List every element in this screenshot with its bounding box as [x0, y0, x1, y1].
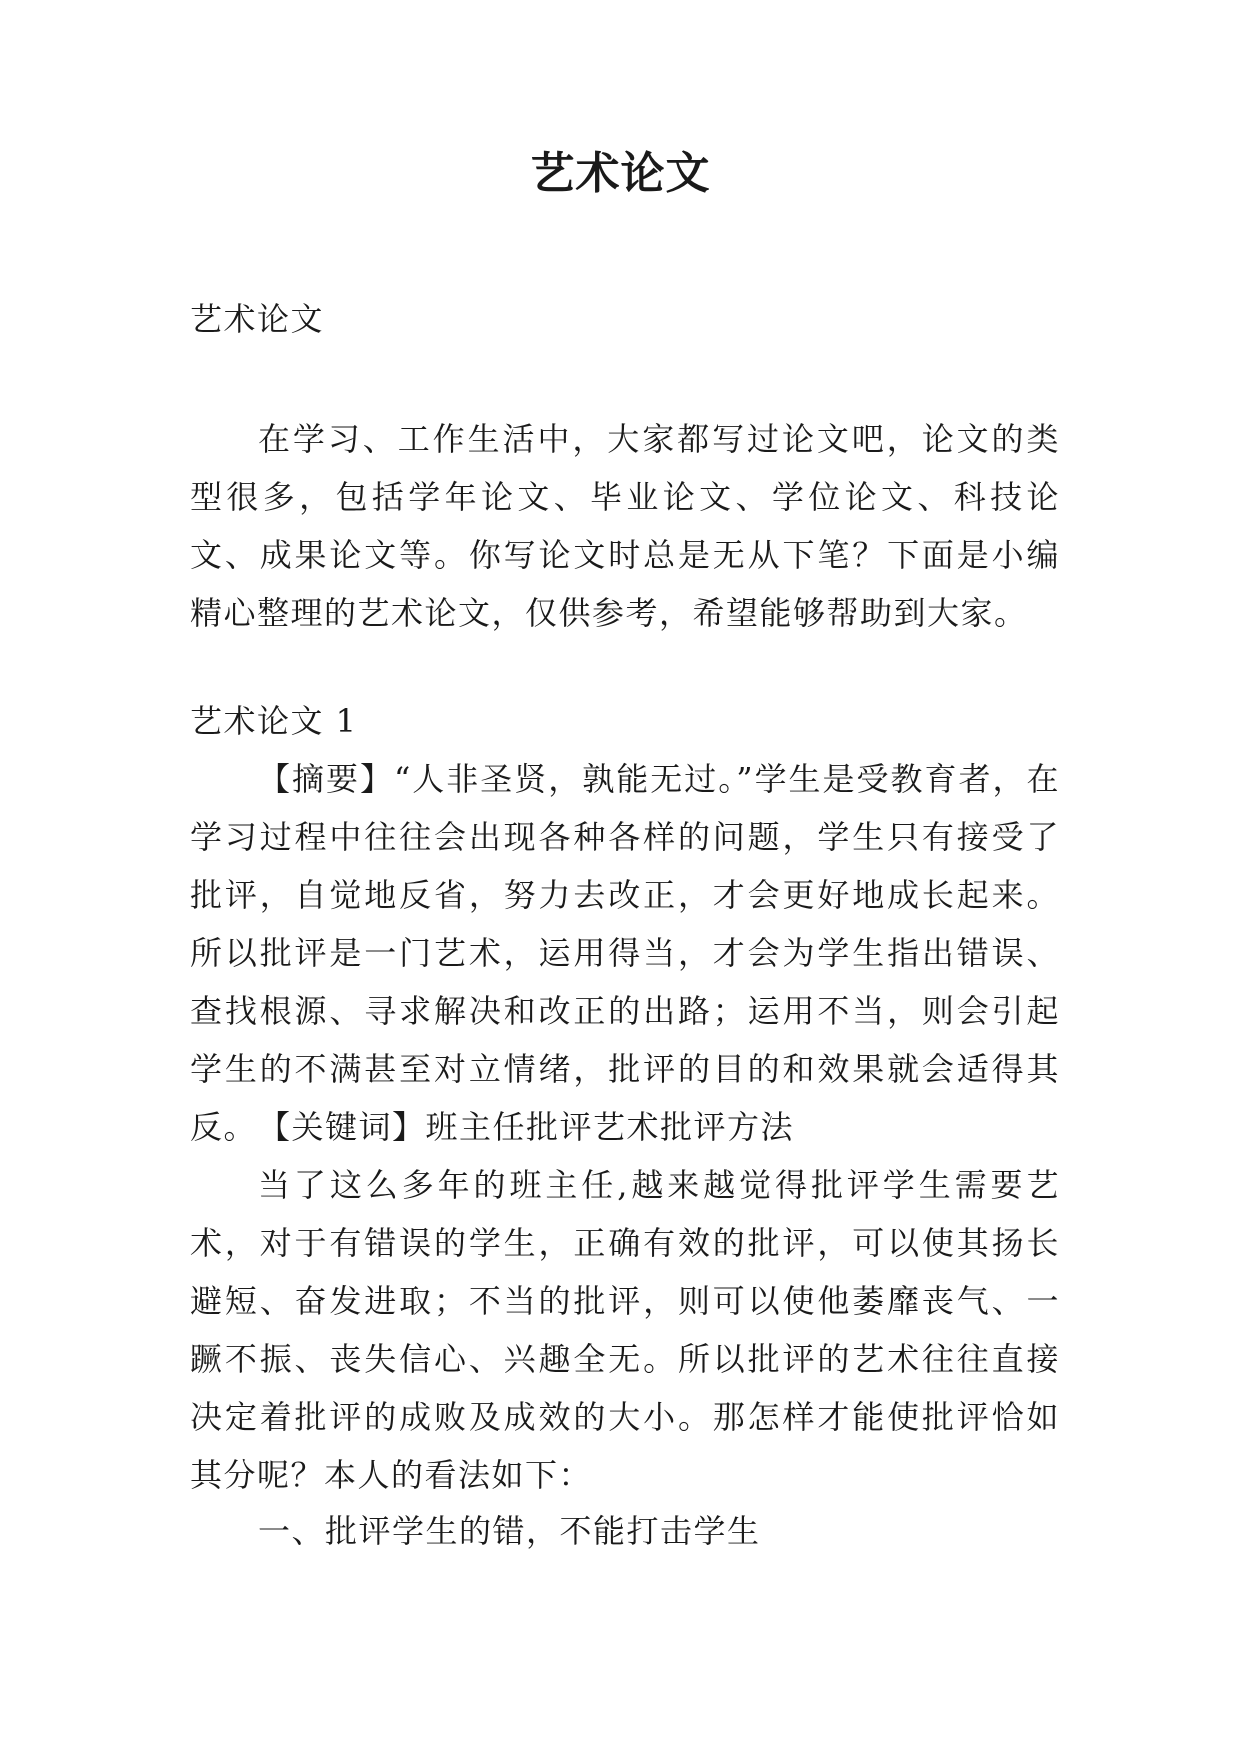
- abstract-paragraph: 【摘要】“人非圣贤，孰能无过。”学生是受教育者，在学习过程中往往会出现各种各样的问题，学生只有接受了批评，自觉地反省，努力去改正，才会更好地成长起来。所以批评是一门艺术，运用得当，才会为学生指出错误、查找根源、寻求解决和改正的出路；运用不当，则会引起学生的不满甚至对立情绪，批评的目的和效果就会适得其反。: [190, 760, 1060, 1146]
- section-heading: 一、批评学生的错，不能打击学生: [258, 1512, 761, 1550]
- body-paragraph: 当了这么多年的班主任,越来越觉得批评学生需要艺术，对于有错误的学生，正确有效的批评，可以使其扬长避短、奋发进取；不当的批评，则可以使他萎靡丧气、一蹶不振、丧失信心、兴趣全无。所以批评的艺术往往直接决定着批评的成败及成效的大小。那怎样才能使批评恰如其分呢？本人的看法如下：: [190, 1166, 1060, 1494]
- section-title: 艺术论文 1: [190, 702, 358, 740]
- intro-paragraph: 在学习、工作生活中，大家都写过论文吧，论文的类型很多，包括学年论文、毕业论文、学位论文、科技论文、成果论文等。你写论文时总是无从下笔？下面是小编精心整理的艺术论文，仅供参考，希望能够帮助到大家。: [190, 420, 1060, 632]
- document-subtitle: 艺术论文: [190, 300, 325, 338]
- keywords-line: 【关键词】班主任批评艺术批评方法: [258, 1108, 795, 1146]
- document-title: 艺术论文: [530, 148, 711, 199]
